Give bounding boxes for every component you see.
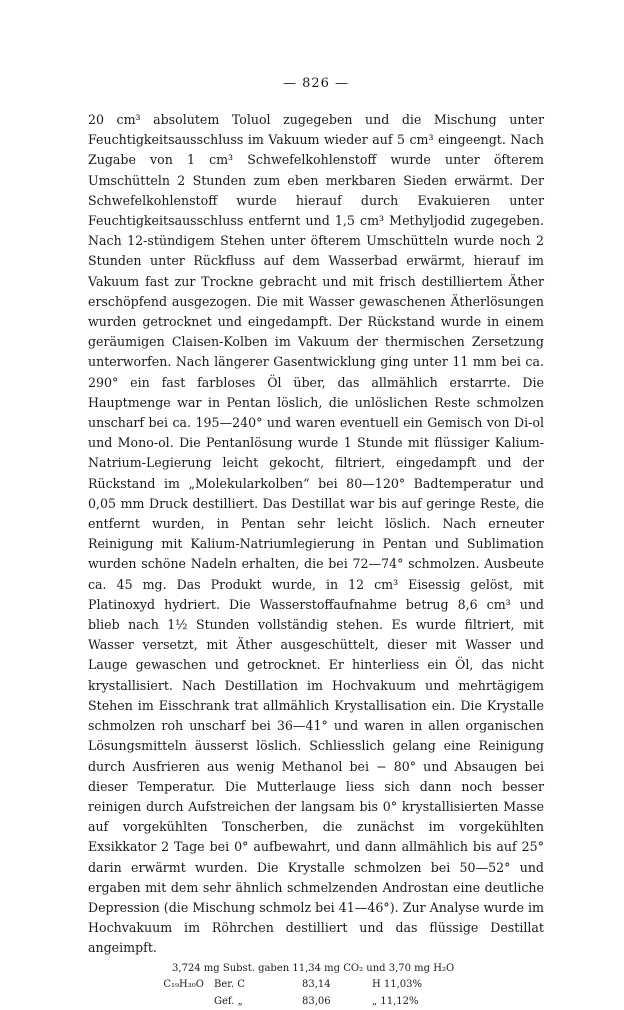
found-spacer	[88, 994, 214, 1010]
found-carbon: 83,06	[302, 995, 331, 1007]
calculated-carbon: 83,14	[302, 979, 331, 991]
page-number: — 826 —	[282, 76, 350, 91]
analysis-sample-line: 3,724 mg Subst. gaben 11,34 mg CO₂ und 3,70 mg H₂O	[172, 962, 455, 974]
analysis-found-row	[88, 994, 544, 1010]
found-label: Gef. „	[214, 995, 243, 1007]
analysis-calculated-row	[88, 977, 544, 994]
calculated-label: Ber. C	[214, 979, 245, 991]
molecular-formula: C₁₉H₃₀O	[163, 979, 204, 991]
elemental-analysis	[88, 961, 544, 1010]
body-paragraph: 20 cm³ absolutem Toluol zugegeben und die Mischung unter Feuchtigkeitsausschluss im Vakuum wieder auf 5 cm³ eingeengt. Nach Zugabe von 1 cm³ Schwefelkohlenstoff wurde unter öfterem Umschütteln 2 Stunden zum eben merkbaren Sieden erwärmt. Der Schwefelkohlenstoff wurde hierauf durch Evakuieren unter Feuchtigkeitsausschluss entfernt und 1,5 cm³ Methyljodid zugegeben. Nach 12-stündigem Stehen unter öfterem Umschütteln wurde noch 2 Stunden unter Rückfluss auf dem Wasserbad erwärmt, hierauf im Vakuum fast zur Trockne gebracht und mit frisch destilliertem Äther erschöpfend ausgezogen. Die mit Wasser gewaschenen Ätherlösungen wurden getrocknet und eingedampft. Der Rückstand wurde in einem geräumigen Claisen-Kolben im Vakuum der thermischen Zersetzung unterworfen. Nach längerer Gasentwicklung ging unter 11 mm bei ca. 290° ein fast farbloses Öl über, das allmählich erstarrte. Die Hauptmenge war in Pentan löslich, die unlöslichen Reste schmolzen unscharf bei ca. 195—240° und waren eventuell ein Gemisch von Di-ol und Mono-ol. Die Pentanlösung wurde 1 Stunde mit flüssiger Kalium-Natrium-Legierung leicht gekocht, filtriert, eingedampft und der Rückstand im „Molekularkolben“ bei 80—120° Badtemperatur und 0,05 mm Druck destilliert. Das Destillat war bis auf geringe Reste, die entfernt wurden, in Pentan sehr leicht löslich. Nach erneuter Reinigung mit Kalium-Natriumlegierung in Pentan und Sublimation wurden schöne Nadeln erhalten, die bei 72—74° schmolzen. Ausbeute ca. 45 mg. Das Produkt wurde, in 12 cm³ Eisessig gelöst, mit Platinoxyd hydriert. Die Wasserstoffaufnahme betrug 8,6 cm³ und blieb nach 1½ Stunden vollständig stehen. Es wurde filtriert, mit Wasser versetzt, mit Äther ausgeschüttelt, dieser mit Wasser und Lauge gewaschen und getrocknet. Er hinterliess ein Öl, das nicht krystallisiert. Nach Destillation im Hochvakuum und mehrtägigem Stehen im Eisschrank trat allmählich Krystallisation ein. Die Krystalle schmolzen roh unscharf bei 36—41° und waren in allen organischen Lösungsmitteln äusserst löslich. Schliesslich gelang eine Reinigung durch Ausfrieren aus wenig Methanol bei − 80° und Absaugen bei dieser Temperatur. Die Mutterlauge liess sich dann noch besser reinigen durch Aufstreichen der langsam bis 0° krystallisierten Masse auf vorgekühlten Tonscherben, die zunächst im vorgekühlten Exsikkator 2 Tage bei 0° aufbewahrt, und dann allmählich bis auf 25° darin erwärmt wurden. Die Krystalle schmolzen bei 50—52° und ergaben mit dem sehr ähnlich schmelzenden Androstan eine deutliche Depression (die Mischung schmolz bei 41—46°). Zur Analyse wurde im Hochvakuum im Röhrchen destilliert und das flüssige Destillat angeimpft.	[88, 112, 544, 956]
found-hydrogen: „ 11,12%	[372, 995, 419, 1007]
calculated-hydrogen: H 11,03%	[372, 979, 423, 991]
page-content	[88, 76, 544, 1010]
